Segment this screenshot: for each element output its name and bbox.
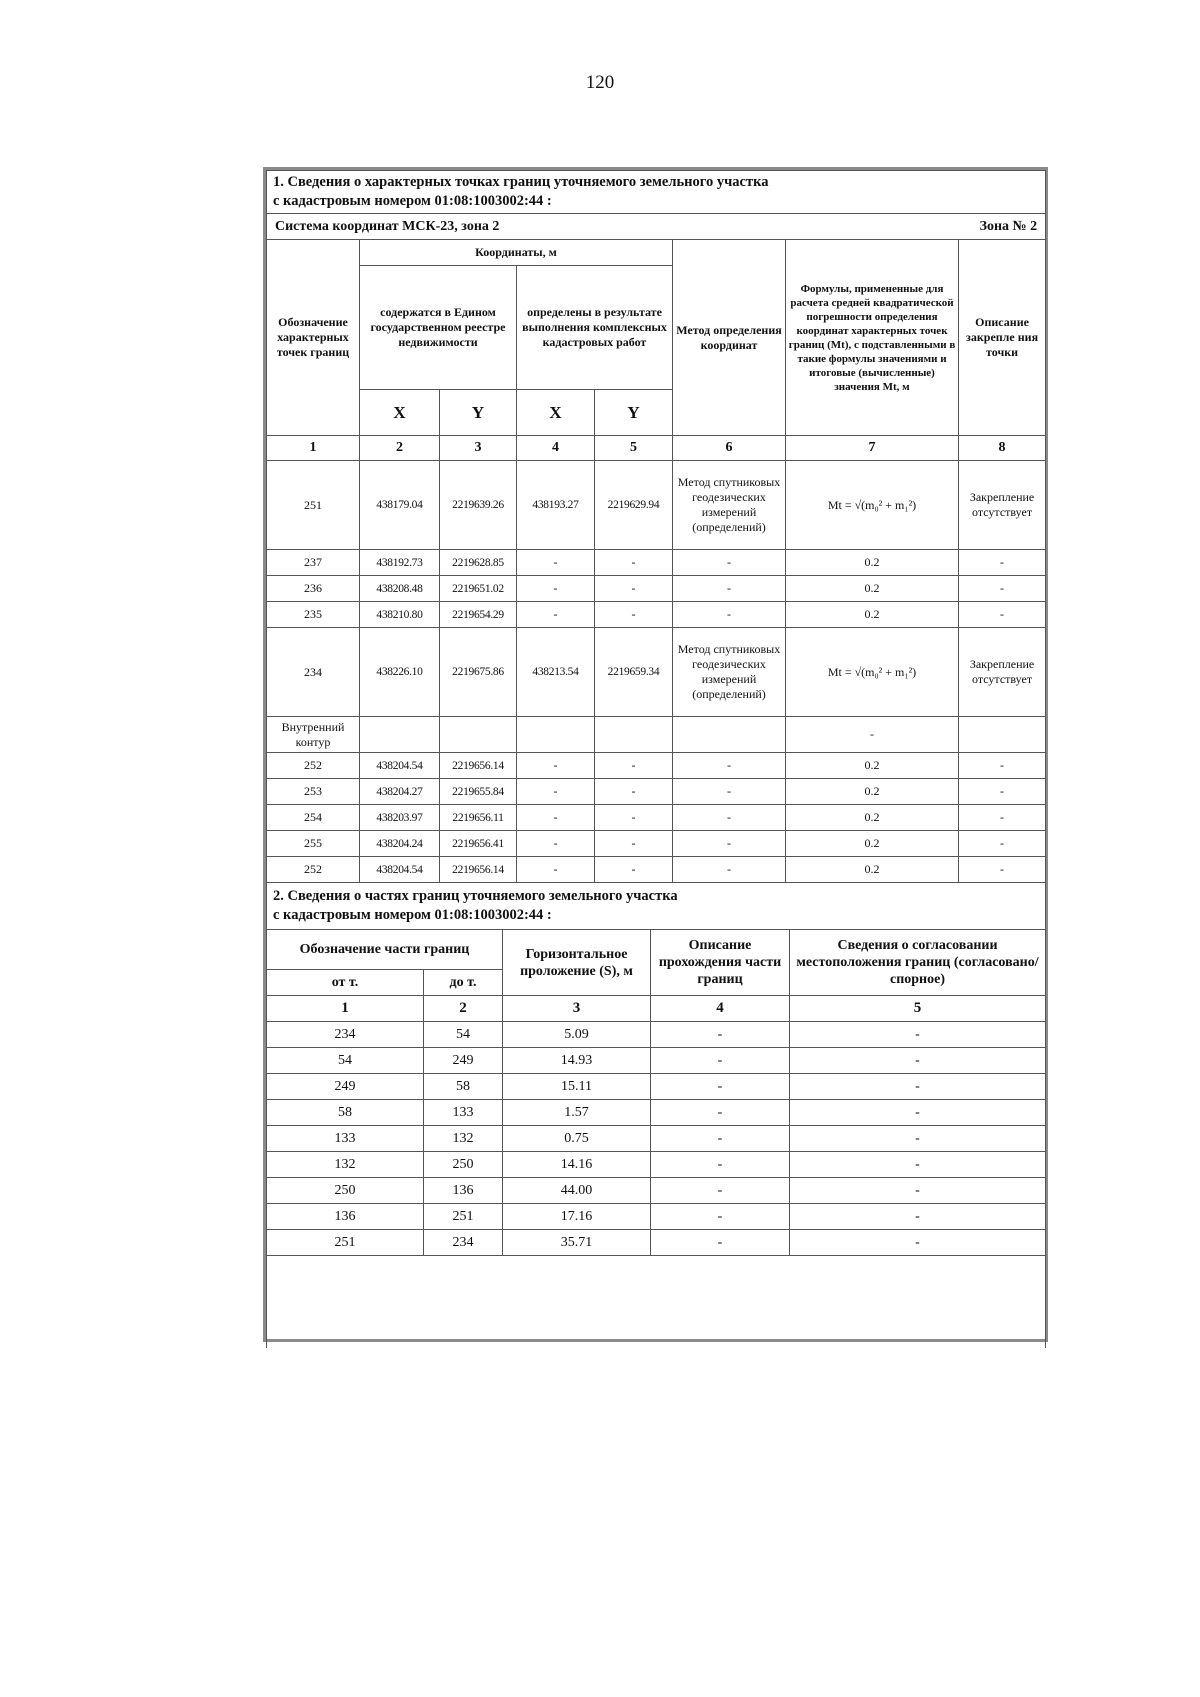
x-determined: - (517, 831, 595, 857)
point-id: 237 (267, 550, 360, 576)
agreement-status: - (790, 1048, 1046, 1074)
mt-value: 0.2 (786, 831, 959, 857)
y-egrn: 2219655.84 (440, 779, 517, 805)
y-egrn: 2219656.11 (440, 805, 517, 831)
mt-value: 0.2 (786, 779, 959, 805)
table-row (267, 779, 1046, 805)
table-row (267, 831, 1046, 857)
table-row (267, 1074, 1046, 1100)
agreement-status: - (790, 1178, 1046, 1204)
x-determined: - (517, 779, 595, 805)
x-egrn: 438203.97 (360, 805, 440, 831)
coord-system-label: Система координат МСК-23, зона 2 (267, 214, 786, 240)
y-determined: - (595, 753, 673, 779)
x-egrn: 438192.73 (360, 550, 440, 576)
method: Метод спутниковых геодезических измерений (определений) (673, 461, 786, 550)
y-determined: - (595, 550, 673, 576)
fixing: - (959, 753, 1046, 779)
x-egrn: 438204.54 (360, 753, 440, 779)
fixing: - (959, 779, 1046, 805)
to-point: 250 (424, 1152, 503, 1178)
method: - (673, 576, 786, 602)
section2-title (267, 883, 1046, 930)
fixing: Закрепление отсутствует (959, 628, 1046, 717)
from-point: 234 (267, 1022, 424, 1048)
agreement-status: - (790, 1126, 1046, 1152)
header-y-egrn: Y (440, 390, 517, 436)
agreement-status: - (790, 1204, 1046, 1230)
table-row (267, 805, 1046, 831)
header-fixing: Описание закрепле ния точки (959, 240, 1046, 436)
section2-title-line2: с кадастровым номером 01:08:1003002:44 : (273, 907, 552, 923)
from-point: 54 (267, 1048, 424, 1074)
to-point: 58 (424, 1074, 503, 1100)
mt-formula: Mt = √(m₀² + m₁²) (786, 628, 959, 717)
x-determined: 438193.27 (517, 461, 595, 550)
from-point: 136 (267, 1204, 424, 1230)
boundary-parts-table (266, 883, 1046, 1348)
horizontal-distance: 5.09 (503, 1022, 651, 1048)
x-determined: - (517, 805, 595, 831)
col-index: 6 (673, 436, 786, 461)
to-point: 251 (424, 1204, 503, 1230)
col-index: 4 (651, 996, 790, 1022)
table-row (267, 602, 1046, 628)
fixing (959, 717, 1046, 753)
y-determined: - (595, 831, 673, 857)
header-to: до т. (424, 970, 503, 996)
table-row (267, 550, 1046, 576)
x-egrn (360, 717, 440, 753)
fixing: - (959, 857, 1046, 883)
header-point: Обозначение характерных точек границ (267, 240, 360, 436)
table-row (267, 628, 1046, 717)
point-id: 255 (267, 831, 360, 857)
col-index: 8 (959, 436, 1046, 461)
header-passage: Описание прохождения части границ (651, 930, 790, 996)
points-table (266, 170, 1046, 883)
table-row (267, 576, 1046, 602)
table-row (267, 1022, 1046, 1048)
section2-title-line1: 2. Сведения о частях границ уточняемого земельного участка (273, 888, 678, 904)
to-point: 132 (424, 1126, 503, 1152)
method: - (673, 805, 786, 831)
from-point: 58 (267, 1100, 424, 1126)
col-index: 4 (517, 436, 595, 461)
col-index: 7 (786, 436, 959, 461)
point-id: 251 (267, 461, 360, 550)
from-point: 250 (267, 1178, 424, 1204)
x-egrn: 438204.54 (360, 857, 440, 883)
agreement-status: - (790, 1152, 1046, 1178)
col-index: 1 (267, 436, 360, 461)
method: - (673, 550, 786, 576)
mt-formula: Mt = √(m₀² + m₁²) (786, 461, 959, 550)
col-index: 2 (360, 436, 440, 461)
y-determined: - (595, 602, 673, 628)
method: - (673, 602, 786, 628)
method: - (673, 753, 786, 779)
passage-description: - (651, 1178, 790, 1204)
to-point: 136 (424, 1178, 503, 1204)
page-number: 120 (585, 72, 615, 93)
point-id: 252 (267, 753, 360, 779)
table-row (267, 857, 1046, 883)
fixing: - (959, 831, 1046, 857)
mt-value: 0.2 (786, 602, 959, 628)
header-determined: определены в результате выполнения комплексных кадастровых работ (517, 266, 673, 390)
table-row (267, 1178, 1046, 1204)
from-point: 251 (267, 1230, 424, 1256)
y-egrn: 2219628.85 (440, 550, 517, 576)
blank-area (267, 1256, 1046, 1349)
horizontal-distance: 0.75 (503, 1126, 651, 1152)
header-x-egrn: X (360, 390, 440, 436)
passage-description: - (651, 1126, 790, 1152)
to-point: 249 (424, 1048, 503, 1074)
from-point: 132 (267, 1152, 424, 1178)
method: - (673, 857, 786, 883)
mt-value: - (786, 717, 959, 753)
section1-title-line2: с кадастровым номером 01:08:1003002:44 : (273, 193, 552, 209)
horizontal-distance: 15.11 (503, 1074, 651, 1100)
passage-description: - (651, 1048, 790, 1074)
from-point: 133 (267, 1126, 424, 1152)
header-part: Обозначение части границ (267, 930, 503, 970)
y-determined: 2219629.94 (595, 461, 673, 550)
col-index: 5 (790, 996, 1046, 1022)
y-egrn (440, 717, 517, 753)
x-determined: - (517, 576, 595, 602)
header-coords: Координаты, м (360, 240, 673, 266)
header-x-determined: X (517, 390, 595, 436)
method: Метод спутниковых геодезических измерений (определений) (673, 628, 786, 717)
y-egrn: 2219675.86 (440, 628, 517, 717)
fixing: Закрепление отсутствует (959, 461, 1046, 550)
agreement-status: - (790, 1022, 1046, 1048)
x-determined: - (517, 550, 595, 576)
passage-description: - (651, 1022, 790, 1048)
table-row (267, 1126, 1046, 1152)
y-egrn: 2219654.29 (440, 602, 517, 628)
horizontal-distance: 35.71 (503, 1230, 651, 1256)
col-index: 1 (267, 996, 424, 1022)
x-determined: - (517, 857, 595, 883)
passage-description: - (651, 1100, 790, 1126)
y-egrn: 2219639.26 (440, 461, 517, 550)
x-determined: - (517, 753, 595, 779)
table-row (267, 1048, 1046, 1074)
col-index: 3 (440, 436, 517, 461)
y-egrn: 2219656.41 (440, 831, 517, 857)
passage-description: - (651, 1152, 790, 1178)
header-agreement: Сведения о согласовании местоположения границ (согласовано/спорное) (790, 930, 1046, 996)
section1-title-line1: 1. Сведения о характерных точках границ уточняемого земельного участка (273, 174, 769, 190)
method: - (673, 831, 786, 857)
y-egrn: 2219656.14 (440, 753, 517, 779)
point-id: 254 (267, 805, 360, 831)
x-determined: 438213.54 (517, 628, 595, 717)
passage-description: - (651, 1230, 790, 1256)
horizontal-distance: 14.16 (503, 1152, 651, 1178)
table-row (267, 1100, 1046, 1126)
y-determined: - (595, 857, 673, 883)
x-egrn: 438208.48 (360, 576, 440, 602)
y-egrn: 2219651.02 (440, 576, 517, 602)
horizontal-distance: 14.93 (503, 1048, 651, 1074)
method (673, 717, 786, 753)
header-formula: Формулы, примененные для расчета средней квадратической погрешности определения координат характерных точек границ (Mt), с подставленными в такие формулы значениями и итоговые (вычисленные) значения Mt, м (786, 240, 959, 436)
x-egrn: 438210.80 (360, 602, 440, 628)
zone-label: Зона № 2 (786, 214, 1046, 240)
x-egrn: 438204.27 (360, 779, 440, 805)
section1-title (267, 171, 1046, 214)
header-horizontal: Горизонтальное проложение (S), м (503, 930, 651, 996)
point-id: 235 (267, 602, 360, 628)
mt-value: 0.2 (786, 805, 959, 831)
fixing: - (959, 576, 1046, 602)
table-row (267, 1204, 1046, 1230)
header-method: Метод определения координат (673, 240, 786, 436)
x-egrn: 438204.24 (360, 831, 440, 857)
fixing: - (959, 805, 1046, 831)
col-index: 2 (424, 996, 503, 1022)
header-egrn: содержатся в Едином государственном реестре недвижимости (360, 266, 517, 390)
fixing: - (959, 602, 1046, 628)
fixing: - (959, 550, 1046, 576)
passage-description: - (651, 1204, 790, 1230)
from-point: 249 (267, 1074, 424, 1100)
y-determined: - (595, 576, 673, 602)
to-point: 54 (424, 1022, 503, 1048)
mt-value: 0.2 (786, 550, 959, 576)
mt-value: 0.2 (786, 857, 959, 883)
table-row (267, 753, 1046, 779)
mt-value: 0.2 (786, 576, 959, 602)
y-determined (595, 717, 673, 753)
agreement-status: - (790, 1230, 1046, 1256)
header-from: от т. (267, 970, 424, 996)
x-determined: - (517, 602, 595, 628)
horizontal-distance: 44.00 (503, 1178, 651, 1204)
y-determined: - (595, 779, 673, 805)
point-id: 252 (267, 857, 360, 883)
col-index: 3 (503, 996, 651, 1022)
point-id: Внутренний контур (267, 717, 360, 753)
agreement-status: - (790, 1100, 1046, 1126)
mt-value: 0.2 (786, 753, 959, 779)
y-determined: - (595, 805, 673, 831)
table-row (267, 1152, 1046, 1178)
agreement-status: - (790, 1074, 1046, 1100)
point-id: 236 (267, 576, 360, 602)
point-id: 253 (267, 779, 360, 805)
horizontal-distance: 1.57 (503, 1100, 651, 1126)
cadastral-form (263, 167, 1048, 1342)
table-row (267, 1230, 1046, 1256)
x-egrn: 438179.04 (360, 461, 440, 550)
y-determined: 2219659.34 (595, 628, 673, 717)
table-row (267, 461, 1046, 550)
x-egrn: 438226.10 (360, 628, 440, 717)
point-id: 234 (267, 628, 360, 717)
to-point: 234 (424, 1230, 503, 1256)
method: - (673, 779, 786, 805)
x-determined (517, 717, 595, 753)
table-row (267, 717, 1046, 753)
header-y-determined: Y (595, 390, 673, 436)
col-index: 5 (595, 436, 673, 461)
horizontal-distance: 17.16 (503, 1204, 651, 1230)
passage-description: - (651, 1074, 790, 1100)
to-point: 133 (424, 1100, 503, 1126)
y-egrn: 2219656.14 (440, 857, 517, 883)
